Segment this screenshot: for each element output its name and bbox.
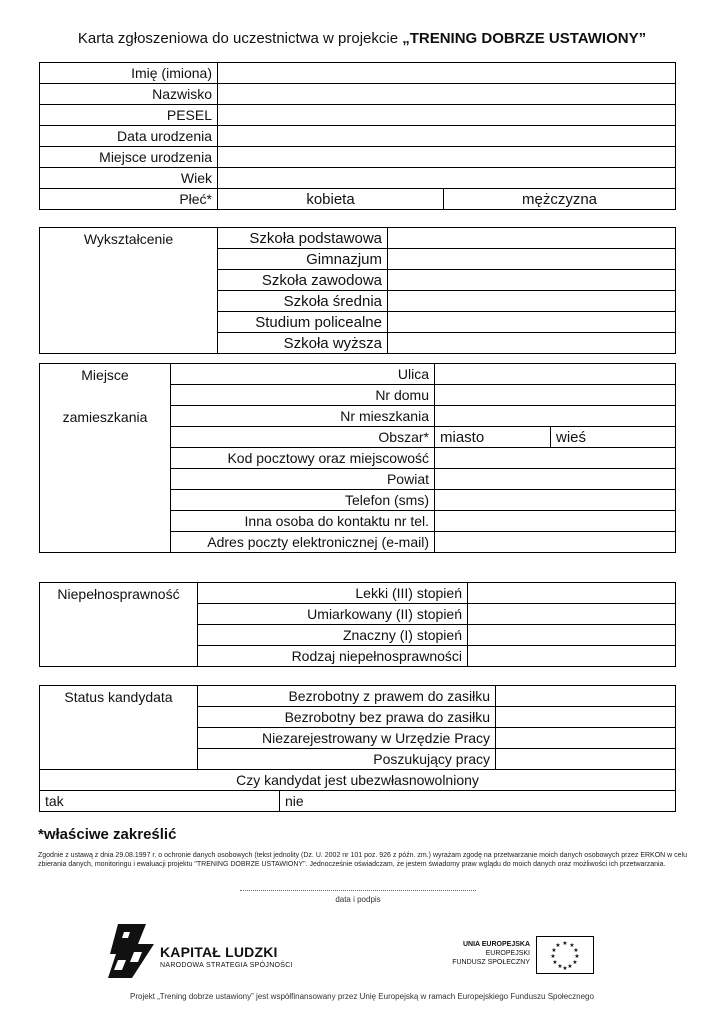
education-table	[39, 227, 676, 354]
status-option-field[interactable]	[496, 749, 676, 770]
education-option-field[interactable]	[388, 312, 676, 333]
label-birth-date: Data urodzenia	[40, 126, 218, 147]
last-name-field[interactable]	[218, 84, 676, 105]
residence-field-label: Obszar*	[171, 427, 435, 448]
education-option-label: Szkoła zawodowa	[218, 270, 388, 291]
incapacitated-question: Czy kandydat jest ubezwłasnowolniony	[40, 770, 676, 791]
candidate-status-table	[39, 685, 676, 812]
apartment-number-field[interactable]	[435, 406, 676, 427]
svg-text:★: ★	[562, 965, 568, 972]
disability-option-label: Rodzaj niepełnosprawności	[198, 646, 468, 667]
postal-code-city-field[interactable]	[435, 448, 676, 469]
disability-option-label: Lekki (III) stopień	[198, 583, 468, 604]
education-option-label: Szkoła średnia	[218, 291, 388, 312]
row-birth-place	[40, 147, 676, 168]
svg-text:★: ★	[550, 953, 556, 960]
eu-line-3: FUNDUSZ SPOŁECZNY	[452, 959, 530, 966]
disability-group-label: Niepełnosprawność	[40, 583, 198, 667]
answer-no[interactable]: nie	[280, 791, 676, 812]
kapital-ludzki-title: KAPITAŁ LUDZKI	[160, 944, 278, 960]
row-birth-date	[40, 126, 676, 147]
status-option-field[interactable]	[496, 728, 676, 749]
label-pesel: PESEL	[40, 105, 218, 126]
residence-label-line2: zamieszkania	[62, 409, 148, 425]
area-option-village[interactable]: wieś	[551, 427, 676, 448]
county-field[interactable]	[435, 469, 676, 490]
pesel-field[interactable]	[218, 105, 676, 126]
education-group-label: Wykształcenie	[40, 228, 218, 354]
residence-row	[40, 364, 676, 385]
residence-field-label: Inna osoba do kontaktu nr tel.	[171, 511, 435, 532]
age-field[interactable]	[218, 168, 676, 189]
education-row	[40, 228, 676, 249]
row-last-name	[40, 84, 676, 105]
status-option-field[interactable]	[496, 686, 676, 707]
eu-line-2: EUROPEJSKI	[485, 950, 530, 957]
kapital-ludzki-subtitle: NARODOWA STRATEGIA SPÓJNOŚCI	[160, 962, 293, 969]
disability-option-field[interactable]	[468, 583, 676, 604]
email-field[interactable]	[435, 532, 676, 553]
eu-logo-text	[420, 940, 530, 967]
label-last-name: Nazwisko	[40, 84, 218, 105]
page-title	[0, 30, 724, 47]
eu-flag-icon	[536, 936, 594, 974]
residence-label-line1: Miejsce	[81, 367, 129, 383]
disability-table	[39, 582, 676, 667]
row-pesel	[40, 105, 676, 126]
label-age: Wiek	[40, 168, 218, 189]
first-name-field[interactable]	[218, 63, 676, 84]
disability-option-label: Znaczny (I) stopień	[198, 625, 468, 646]
residence-field-label: Ulica	[171, 364, 435, 385]
status-option-label: Bezrobotny z prawem do zasiłku	[198, 686, 496, 707]
label-first-name: Imię (imiona)	[40, 63, 218, 84]
svg-text:★: ★	[555, 942, 561, 949]
row-sex	[40, 189, 676, 210]
svg-text:★: ★	[573, 947, 579, 954]
eu-line-1: UNIA EUROPEJSKA	[462, 941, 530, 948]
row-first-name	[40, 63, 676, 84]
svg-text:★: ★	[557, 963, 563, 970]
status-row	[40, 686, 676, 707]
education-option-field[interactable]	[388, 249, 676, 270]
status-option-label: Bezrobotny bez prawa do zasiłku	[198, 707, 496, 728]
svg-text:★: ★	[562, 940, 568, 947]
education-option-label: Studium policealne	[218, 312, 388, 333]
kapital-ludzki-logo-icon	[108, 924, 154, 978]
footer-financing-note: Projekt „Trening dobrze ustawiony” jest współfinansowany przez Unię Europejską w ramach Europejskiego Funduszu Społecznego	[130, 992, 594, 1001]
residence-group-label	[40, 364, 171, 553]
svg-text:★: ★	[552, 959, 558, 966]
status-option-field[interactable]	[496, 707, 676, 728]
svg-text:★: ★	[574, 953, 580, 960]
signature-label: data i podpis	[335, 895, 381, 904]
signature-line[interactable]	[240, 890, 476, 891]
disability-type-field[interactable]	[468, 646, 676, 667]
svg-text:★: ★	[569, 942, 575, 949]
incapacitated-question-row	[40, 770, 676, 791]
disability-option-field[interactable]	[468, 604, 676, 625]
status-group-label: Status kandydata	[40, 686, 198, 770]
sex-option-male[interactable]: mężczyzna	[444, 189, 676, 210]
incapacitated-answer-row	[40, 791, 676, 812]
residence-field-label: Telefon (sms)	[171, 490, 435, 511]
education-option-field[interactable]	[388, 333, 676, 354]
education-option-label: Szkoła wyższa	[218, 333, 388, 354]
residence-field-label: Adres poczty elektronicznej (e-mail)	[171, 532, 435, 553]
svg-text:★: ★	[572, 959, 578, 966]
disability-row	[40, 583, 676, 604]
residence-table	[39, 363, 676, 553]
birth-place-field[interactable]	[218, 147, 676, 168]
mark-note: *właściwe zakreślić	[38, 826, 177, 843]
residence-field-label: Kod pocztowy oraz miejscowość	[171, 448, 435, 469]
education-option-label: Gimnazjum	[218, 249, 388, 270]
disability-option-label: Umiarkowany (II) stopień	[198, 604, 468, 625]
answer-yes[interactable]: tak	[40, 791, 280, 812]
residence-field-label: Nr domu	[171, 385, 435, 406]
residence-field-label: Powiat	[171, 469, 435, 490]
birth-date-field[interactable]	[218, 126, 676, 147]
svg-text:★: ★	[567, 963, 573, 970]
label-birth-place: Miejsce urodzenia	[40, 147, 218, 168]
education-option-field[interactable]	[388, 291, 676, 312]
row-age	[40, 168, 676, 189]
house-number-field[interactable]	[435, 385, 676, 406]
education-option-field[interactable]	[388, 228, 676, 249]
street-field[interactable]	[435, 364, 676, 385]
project-name: „TRENING DOBRZE USTAWIONY”	[402, 30, 647, 47]
sex-option-female[interactable]: kobieta	[218, 189, 444, 210]
data-consent-text: Zgodnie z ustawą z dnia 29.08.1997 r. o ochronie danych osobowych (tekst jednolity (Dz. U. 2002 nr 101 poz. 926 z późn. zm.) wyrażam zgodę na przetwarzanie moich danych osobowych przez ERKON w celu zbierania danych, monitoringu i ewaluacji projektu "TRENING DOBRZE USTAWIONY". Jednocześnie oświadczam, że jestem świadomy praw wglądu do moich danych oraz możliwości ich przetwarzania.	[38, 852, 688, 868]
label-sex: Płeć*	[40, 189, 218, 210]
phone-field[interactable]	[435, 490, 676, 511]
residence-field-label: Nr mieszkania	[171, 406, 435, 427]
status-option-label: Poszukujący pracy	[198, 749, 496, 770]
svg-text:★: ★	[551, 947, 557, 954]
status-option-label: Niezarejestrowany w Urzędzie Pracy	[198, 728, 496, 749]
education-option-field[interactable]	[388, 270, 676, 291]
disability-option-field[interactable]	[468, 625, 676, 646]
education-option-label: Szkoła podstawowa	[218, 228, 388, 249]
personal-data-table	[39, 62, 676, 210]
contact-person-field[interactable]	[435, 511, 676, 532]
title-prefix: Karta zgłoszeniowa do uczestnictwa w projekcie	[77, 30, 403, 47]
area-option-city[interactable]: miasto	[435, 427, 551, 448]
